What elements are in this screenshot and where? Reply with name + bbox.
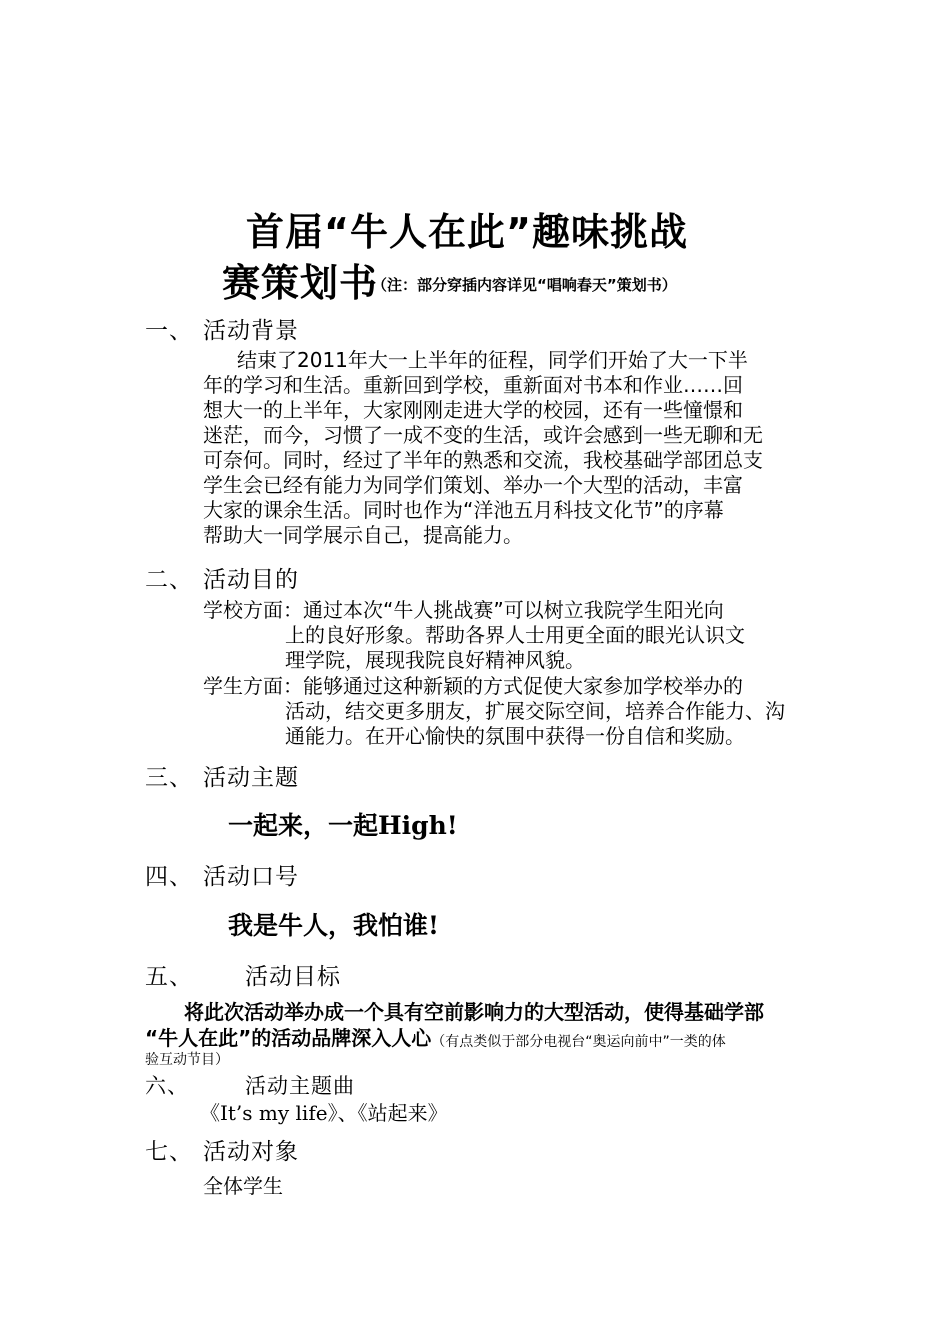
section-4-title: 活动口号	[203, 864, 299, 890]
section-5-number: 五、	[145, 964, 193, 990]
section-3-title: 活动主题	[203, 765, 299, 791]
student-aspect-text	[303, 674, 743, 699]
target-audience: 全体学生	[203, 1174, 283, 1198]
section-5-title: 活动目标	[245, 964, 341, 990]
title-note: （注：部分穿插内容详见“唱响春天”策划书）	[372, 276, 677, 294]
section-7-title: 活动对象	[203, 1139, 299, 1165]
goal-line-1: 将此次活动举办成一个具有空前影响力的大型活动，使得基础学部	[184, 1000, 764, 1024]
section-6-title: 活动主题曲	[245, 1074, 355, 1098]
section-2-title: 活动目的	[203, 567, 299, 593]
background-paragraph	[203, 348, 763, 548]
section-7-number: 七、	[145, 1139, 193, 1165]
section-3-number: 三、	[145, 765, 193, 791]
goal-line-2	[145, 1022, 726, 1051]
document-title-line1: 首届“牛人在此”趣味挑战	[246, 210, 688, 254]
paragraph-line: 通能力。在开心愉快的氛围中获得一份自信和奖励。	[285, 724, 745, 748]
section-1-number: 一、	[145, 318, 193, 344]
section-6-number: 六、	[145, 1074, 189, 1098]
paragraph-line: 活动，结交更多朋友，扩展交际空间，培养合作能力、沟	[285, 699, 785, 723]
paragraph-line: 迷茫，而今，习惯了一成不变的生活，或许会感到一些无聊和无	[203, 423, 763, 447]
school-aspect-text	[303, 598, 724, 623]
student-aspect-label: 学生方面：	[203, 674, 303, 698]
paragraph-line: 帮助大一同学展示自己，提高能力。	[203, 523, 523, 547]
paragraph-line: 上的良好形象。帮助各界人士用更全面的眼光认识文	[285, 623, 745, 647]
paragraph-line: 大家的课余生活。同时也作为“洋池五月科技文化节”的序幕	[203, 498, 724, 522]
document-title-line2: 赛策划书	[222, 261, 379, 305]
paragraph-line: 通过本次“牛人挑战赛”可以树立我院学生阳光向	[303, 598, 724, 622]
activity-theme: 一起来，一起High!	[228, 811, 458, 840]
goal-line-2-note: （有点类似于部分电视台“奥运向前中”一类的体	[431, 1034, 726, 1050]
activity-slogan: 我是牛人，我怕谁!	[228, 911, 439, 940]
paragraph-line: 能够通过这种新颖的方式促使大家参加学校举办的	[303, 674, 743, 698]
student-aspect-text-cont	[285, 699, 785, 749]
section-2-number: 二、	[145, 567, 193, 593]
section-1-title: 活动背景	[203, 318, 299, 344]
section-4-number: 四、	[145, 864, 193, 890]
paragraph-line: 学生会已经有能力为同学们策划、举办一个大型的活动，丰富	[203, 473, 743, 497]
goal-line-2-text: “牛人在此”的活动品牌深入人心	[145, 1026, 432, 1050]
theme-songs: 《It’s my life》、《站起来》	[200, 1101, 448, 1125]
paragraph-line: 想大一的上半年，大家刚刚走进大学的校园，还有一些憧憬和	[203, 398, 743, 422]
paragraph-line: 结束了2011年大一上半年的征程，同学们开始了大一下半	[237, 348, 748, 372]
school-aspect-label: 学校方面：	[203, 598, 303, 622]
paragraph-line: 年的学习和生活。重新回到学校，重新面对书本和作业……回	[203, 373, 743, 397]
paragraph-line: 理学院，展现我院良好精神风貌。	[285, 648, 585, 672]
goal-line-3-note: 验互动节目）	[145, 1052, 229, 1068]
school-aspect-text-cont	[285, 623, 745, 673]
paragraph-line: 可奈何。同时，经过了半年的熟悉和交流，我校基础学部团总支	[203, 448, 763, 472]
